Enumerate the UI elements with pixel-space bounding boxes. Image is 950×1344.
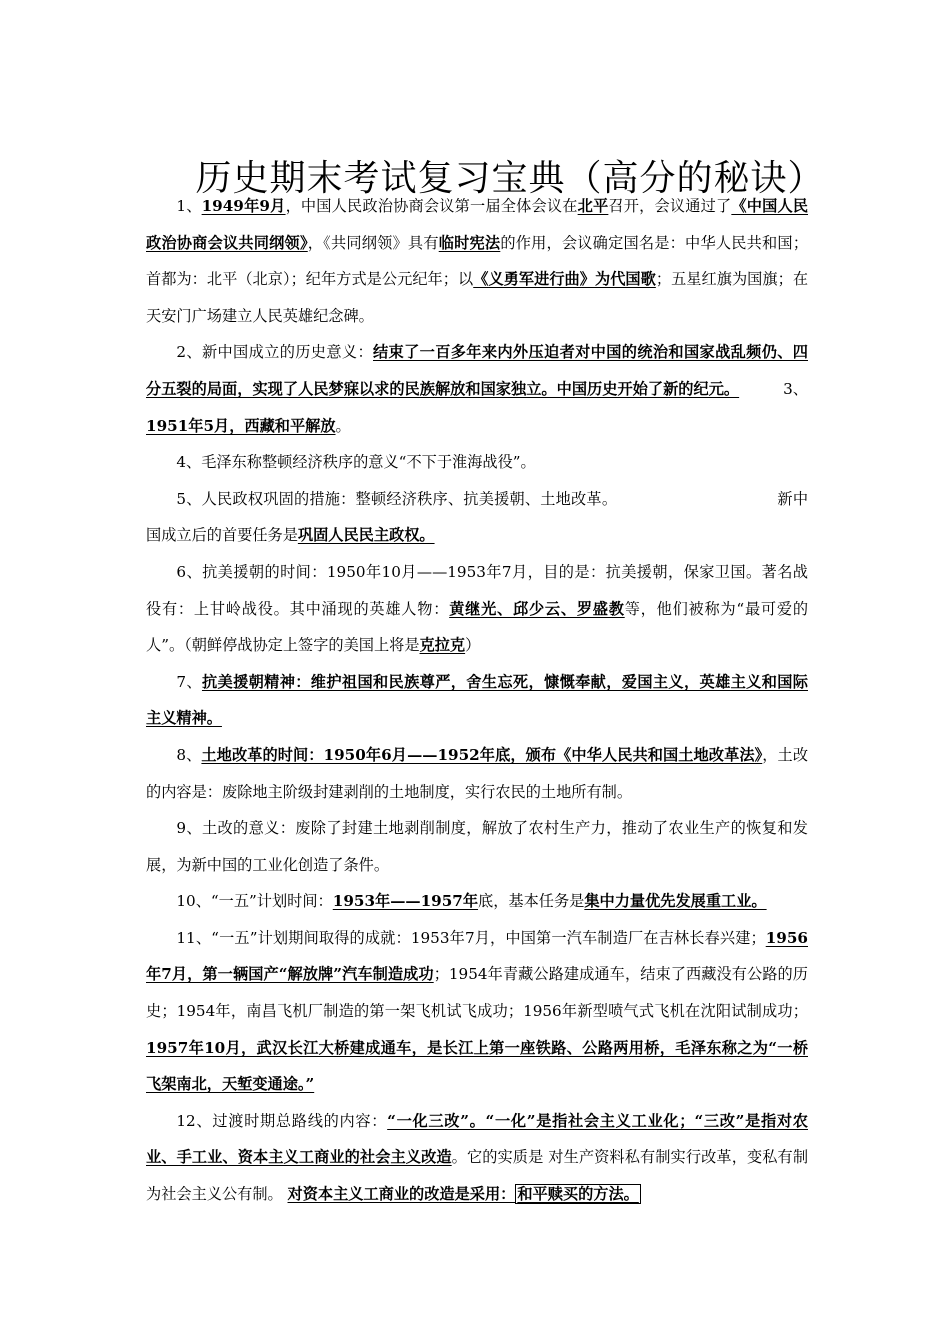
text: ；五星红旗为国旗；在天安门广场建立人民英雄纪念碑。 — [146, 270, 808, 325]
paragraph-1 — [146, 188, 808, 334]
paragraph-2 — [146, 334, 808, 444]
paragraph-7 — [146, 664, 808, 737]
emphasis: 《中国人民政治协商会议共同纲领》 — [146, 197, 809, 252]
text: 2、新中国成立的历史意义： — [176, 343, 373, 362]
emphasis: 1957年10月，武汉长江大桥建成通车，是长江上第一座铁路、公路两用桥，毛泽东称之为“一桥飞架南北，天堑变通途。” — [146, 1038, 808, 1094]
emphasis: 1949年9月 — [201, 197, 286, 215]
paragraph-5 — [146, 481, 808, 554]
text: 4、毛泽东称整顿经济秩序的意义“不下于淮海战役”。 — [176, 453, 536, 472]
emphasis: “一化三改”。“一化”是指社会主义工业化；“三改”是指对农业、手工业、资本主义工商业的社会主义改造 — [146, 1111, 808, 1167]
text: 。 — [335, 416, 351, 435]
text: ，《共同纲领》具有 — [307, 233, 439, 252]
document-body — [146, 188, 808, 1213]
text: ；1954年青藏公路建成通车，结束了西藏没有公路的历史；1954年，南昌飞机厂制造的第一架飞机试飞成功；1956年新型喷气式飞机在沈阳试制成功； — [146, 965, 808, 1021]
paragraph-10 — [146, 883, 808, 920]
emphasis: 结束了一百多年来内外压迫者对中国的统治和国家战乱频仍、四分五裂的局面，实现了人民梦寐以求的民族解放和国家独立。中国历史开始了新的纪元。 — [146, 343, 808, 398]
text: 10、“一五”计划时间： — [176, 892, 333, 911]
paragraph-4 — [146, 444, 808, 481]
text: 9、土改的意义：废除了封建土地剥削制度，解放了农村生产力，推动了农业生产的恢复和发展，为新中国的工业化创造了条件。 — [146, 819, 808, 874]
text: 3、 — [783, 379, 808, 398]
paragraph-12 — [146, 1103, 808, 1213]
text: 等，他们被称为“最可爱的人”。（朝鲜停战协定上签字的美国上将是 — [146, 599, 809, 655]
boxed-emphasis: 和平赎买的方法。 — [517, 1185, 639, 1204]
text: 的作用，会议确定国名是：中华人民共和国；首都为：北平（北京）；纪年方式是公元纪年；以 — [146, 233, 809, 289]
emphasis: 土地改革的时间：1950年6月——1952年底，颁布《中华人民共和国土地改革法》 — [201, 745, 763, 764]
text: 新中国成立后的首要任务是 — [146, 489, 809, 545]
emphasis: 1953年——1957年 — [332, 892, 479, 911]
emphasis: 克拉克 — [419, 636, 466, 655]
text: 7、 — [176, 672, 202, 691]
text: 6、抗美援朝的时间：1950年10月——1953年7月，目的是：抗美援朝，保家卫国。著名战役有：上甘岭战役。其中涌现的英雄人物： — [146, 562, 808, 618]
text: 。它的实质是 对生产资料私有制实行改革，变私有制为社会主义公有制。 — [146, 1148, 809, 1204]
emphasis: 抗美援朝精神：维护祖国和民族尊严，舍生忘死，慷慨奉献，爱国主义，英雄主义和国际主义精神。 — [146, 672, 808, 728]
paragraph-8 — [146, 737, 808, 810]
emphasis: 《义勇军进行曲》为代国歌 — [473, 270, 656, 289]
emphasis: 巩固人民民主政权。 — [297, 526, 435, 545]
text: 底，基本任务是 — [478, 892, 585, 911]
page-title: 历史期末考试复习宝典（高分的秘诀） — [195, 158, 825, 200]
text: 5、人民政权巩固的措施：整顿经济秩序、抗美援朝、土地改革。 — [176, 489, 618, 508]
text: 1、 — [176, 197, 202, 215]
emphasis: 对资本主义工商业的改造是采用： — [287, 1185, 516, 1204]
emphasis: 黄继光、邱少云、罗盛教 — [449, 599, 625, 618]
paragraph-6 — [146, 554, 808, 664]
text: 11、“一五”计划期间取得的成就：1953年7月，中国第一汽车制造厂在吉林长春兴建； — [176, 928, 766, 947]
text: 8、 — [176, 745, 202, 764]
text: ） — [465, 636, 481, 655]
emphasis: 1956年7月，第一辆国产“解放牌”汽车制造成功 — [146, 928, 808, 984]
text: 12、过渡时期总路线的内容： — [176, 1111, 388, 1130]
emphasis: 临时宪法 — [438, 233, 501, 252]
paragraph-11 — [146, 920, 808, 1103]
text: ，土改的内容是：废除地主阶级封建剥削的土地制度，实行农民的土地所有制。 — [146, 745, 809, 801]
paragraph-9 — [146, 810, 808, 883]
emphasis: 北平 — [577, 197, 609, 215]
emphasis: 集中力量优先发展重工业。 — [584, 892, 767, 911]
text: ，中国人民政治协商会议第一届全体会议在 — [285, 197, 578, 215]
emphasis: 1951年5月，西藏和平解放 — [146, 416, 336, 435]
text: 召开，会议通过了 — [608, 197, 732, 215]
